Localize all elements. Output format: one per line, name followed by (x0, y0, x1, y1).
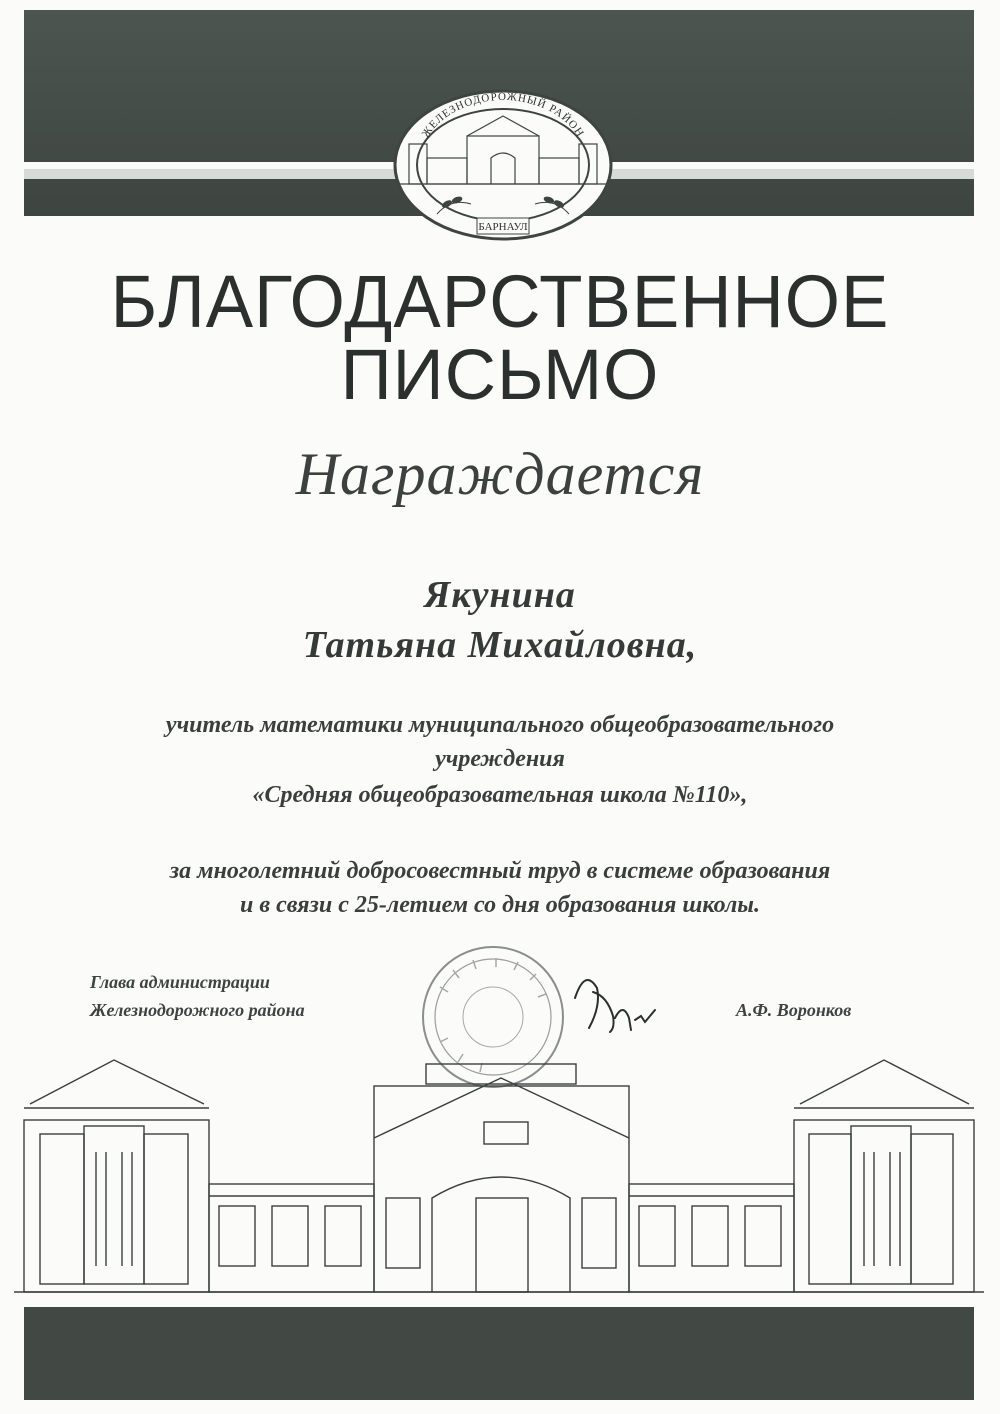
document-title-line1: БЛАГОДАРСТВЕННОЕ (110, 261, 890, 344)
handwritten-signature (555, 958, 665, 1053)
recipient-surname: Якунина (424, 574, 576, 616)
bottom-decorative-band (24, 1307, 974, 1400)
awarded-heading: Награждается (295, 441, 705, 507)
position-line-3: «Средняя общеобразовательная школа №110», (252, 782, 748, 808)
district-emblem (391, 86, 615, 244)
emblem-ring-text: ЖЕЛЕЗНОДОРОЖНЫЙ РАЙОН (419, 90, 587, 140)
reason-line-1: за многолетний добросовестный труд в системе образования (169, 858, 831, 884)
signatory-title-line1: Глава администрации (90, 972, 270, 992)
emblem-city-text: БАРНАУЛ (478, 221, 528, 233)
signatory-title (90, 968, 305, 1024)
recipient-given-names: Татьяна Михайловна, (302, 624, 698, 666)
document-title-line2: ПИСЬМО (340, 336, 660, 415)
reason-line-2: и в связи с 25-летием со дня образования школы. (240, 892, 760, 918)
position-line-2: учреждения (435, 746, 565, 772)
signatory-name: А.Ф. Воронков (736, 1000, 852, 1020)
signatory-title-line2: Железнодорожного района (90, 1000, 305, 1020)
position-line-1: учитель математики муниципального общеобразовательного (165, 712, 835, 738)
building-facade-illustration (14, 1056, 984, 1296)
